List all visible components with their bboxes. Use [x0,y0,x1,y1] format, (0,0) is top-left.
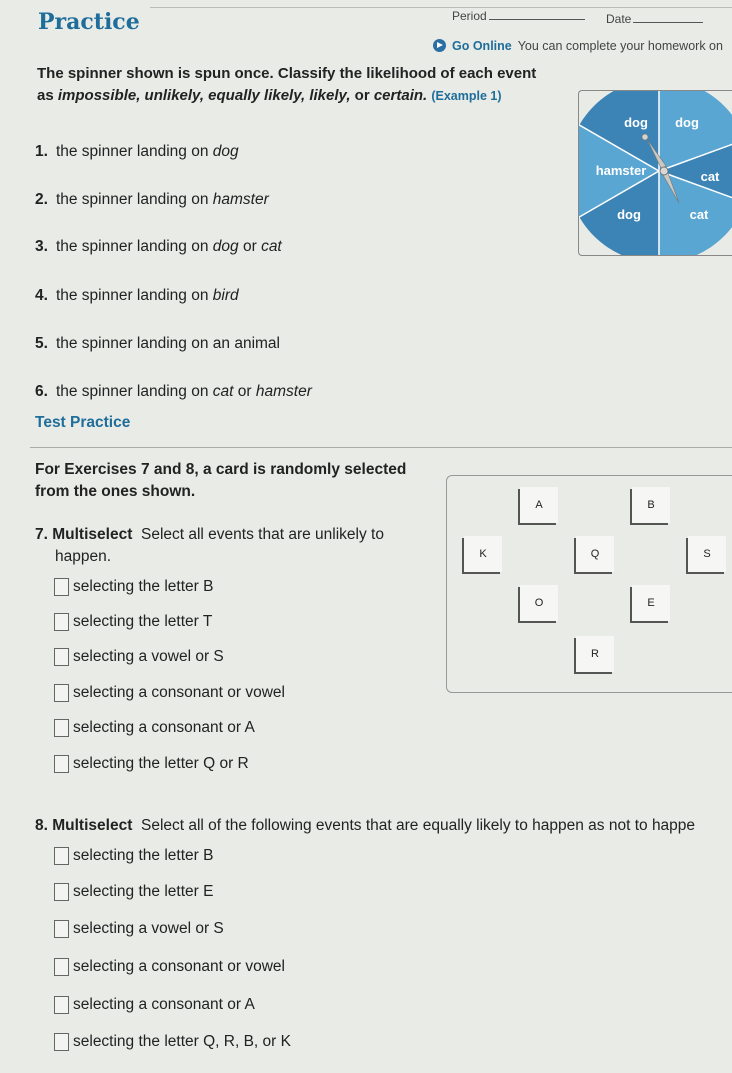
spinner-pivot [660,167,668,175]
section-divider [30,447,732,448]
spinner-figure [578,90,732,256]
checkbox[interactable] [54,755,69,773]
question-3: 3. the spinner landing on dog or cat [35,238,282,255]
go-online-text: You can complete your homework on [517,39,723,53]
checkbox[interactable] [54,648,69,666]
card-K: K [464,536,502,572]
question-1: 1. the spinner landing on dog [35,143,239,160]
question-7: 7. Multiselect Select all events that are unlikely to happen. [35,526,384,565]
spinner-label-dog: dog [617,207,641,222]
question-5: 5. the spinner landing on an animal [35,335,280,352]
checkbox[interactable] [54,719,69,737]
checkbox[interactable] [54,958,69,976]
card-A: A [520,487,558,523]
spinner-label-hamster: hamster [595,163,647,178]
spinner-instructions [37,63,536,107]
test-practice-intro: For Exercises 7 and 8, a card is randomly selected from the ones shown. [35,461,407,500]
example-reference[interactable]: (Example 1) [431,89,502,103]
checkbox[interactable] [54,847,69,865]
go-online-banner[interactable] [433,39,723,53]
q8-option-2[interactable]: selecting the letter E [54,883,213,901]
spinner-graphic [579,91,732,255]
instructions-line-2: as impossible, unlikely, equally likely, likely, or certain. (Example 1) [37,87,502,104]
q7-option-3[interactable]: selecting a vowel or S [54,648,224,666]
card-O: O [520,585,558,621]
q7-option-6[interactable]: selecting the letter Q or R [54,755,249,773]
q8-option-4[interactable]: selecting a consonant or vowel [54,958,285,976]
q8-option-1[interactable]: selecting the letter B [54,847,213,865]
date-blank[interactable] [633,22,703,23]
period-blank[interactable] [489,19,585,20]
card-Q: Q [576,536,614,572]
checkbox[interactable] [54,920,69,938]
play-icon [433,39,446,52]
question-2: 2. the spinner landing on hamster [35,191,269,208]
q8-option-6[interactable]: selecting the letter Q, R, B, or K [54,1033,291,1051]
card-B: B [632,487,670,523]
q7-option-5[interactable]: selecting a consonant or A [54,719,255,737]
card-S: S [688,536,726,572]
header-rule [150,7,732,8]
question-6: 6. the spinner landing on cat or hamster [35,383,312,400]
period-field[interactable] [452,9,585,23]
q7-option-1[interactable]: selecting the letter B [54,578,213,596]
q8-option-3[interactable]: selecting a vowel or S [54,920,224,938]
spinner-label-cat: cat [700,169,720,184]
go-online-label: Go Online [452,39,512,53]
checkbox[interactable] [54,684,69,702]
q8-option-5[interactable]: selecting a consonant or A [54,996,255,1014]
checkbox[interactable] [54,578,69,596]
q7-option-2[interactable]: selecting the letter T [54,613,212,631]
checkbox[interactable] [54,996,69,1014]
card-E: E [632,585,670,621]
date-field[interactable] [606,12,703,26]
card-R: R [576,636,614,672]
checkbox[interactable] [54,883,69,901]
question-8: 8. Multiselect Select all of the following events that are equally likely to happen as not to happe [35,817,696,834]
spinner-label-cat: cat [689,207,709,222]
date-label: Date [606,12,632,26]
checkbox[interactable] [54,1033,69,1051]
spinner-label-dog: dog [675,115,699,130]
period-label: Period [452,9,487,23]
checkbox[interactable] [54,613,69,631]
instructions-line-1: The spinner shown is spun once. Classify the likelihood of each event [37,65,537,82]
test-practice-heading: Test Practice [35,414,131,431]
spinner-label-dog: dog [624,115,648,130]
page-title: Practice [38,9,140,35]
q7-option-4[interactable]: selecting a consonant or vowel [54,684,285,702]
question-4: 4. the spinner landing on bird [35,287,239,304]
